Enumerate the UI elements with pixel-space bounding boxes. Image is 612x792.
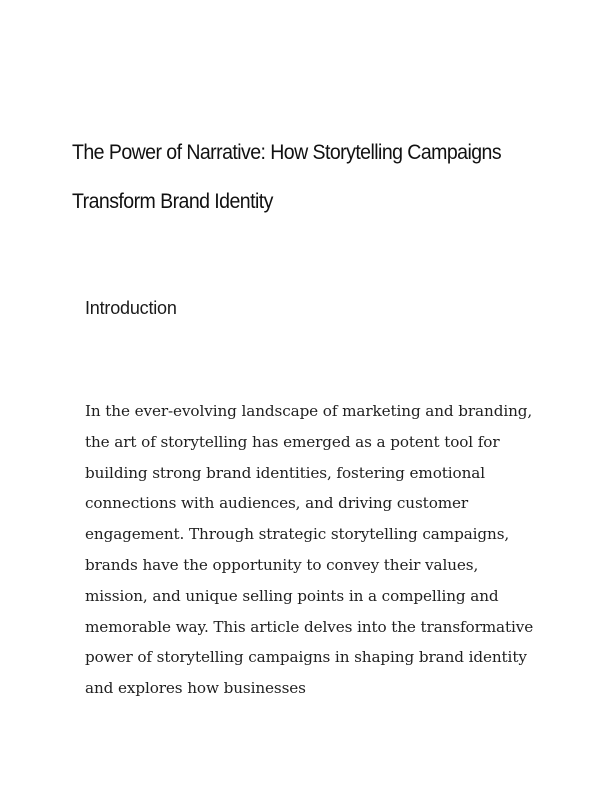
article-title: The Power of Narrative: How Storytelling Campaigns Transform Brand Identity xyxy=(72,141,502,213)
section-heading-introduction: Introduction xyxy=(85,298,177,318)
body-paragraph: In the ever-evolving landscape of marketing and branding, the art of storytelling has emerged as a potent tool for building strong brand identities, fostering emotional connections with audiences, and driving customer engagement. Through strategic storytelling campaigns, brands have the opportunity to convey their values, mission, and unique selling points in a compelling and memorable way. This article delves into the transformative power of storytelling campaigns in shaping brand identity and explores how businesses xyxy=(85,402,534,698)
